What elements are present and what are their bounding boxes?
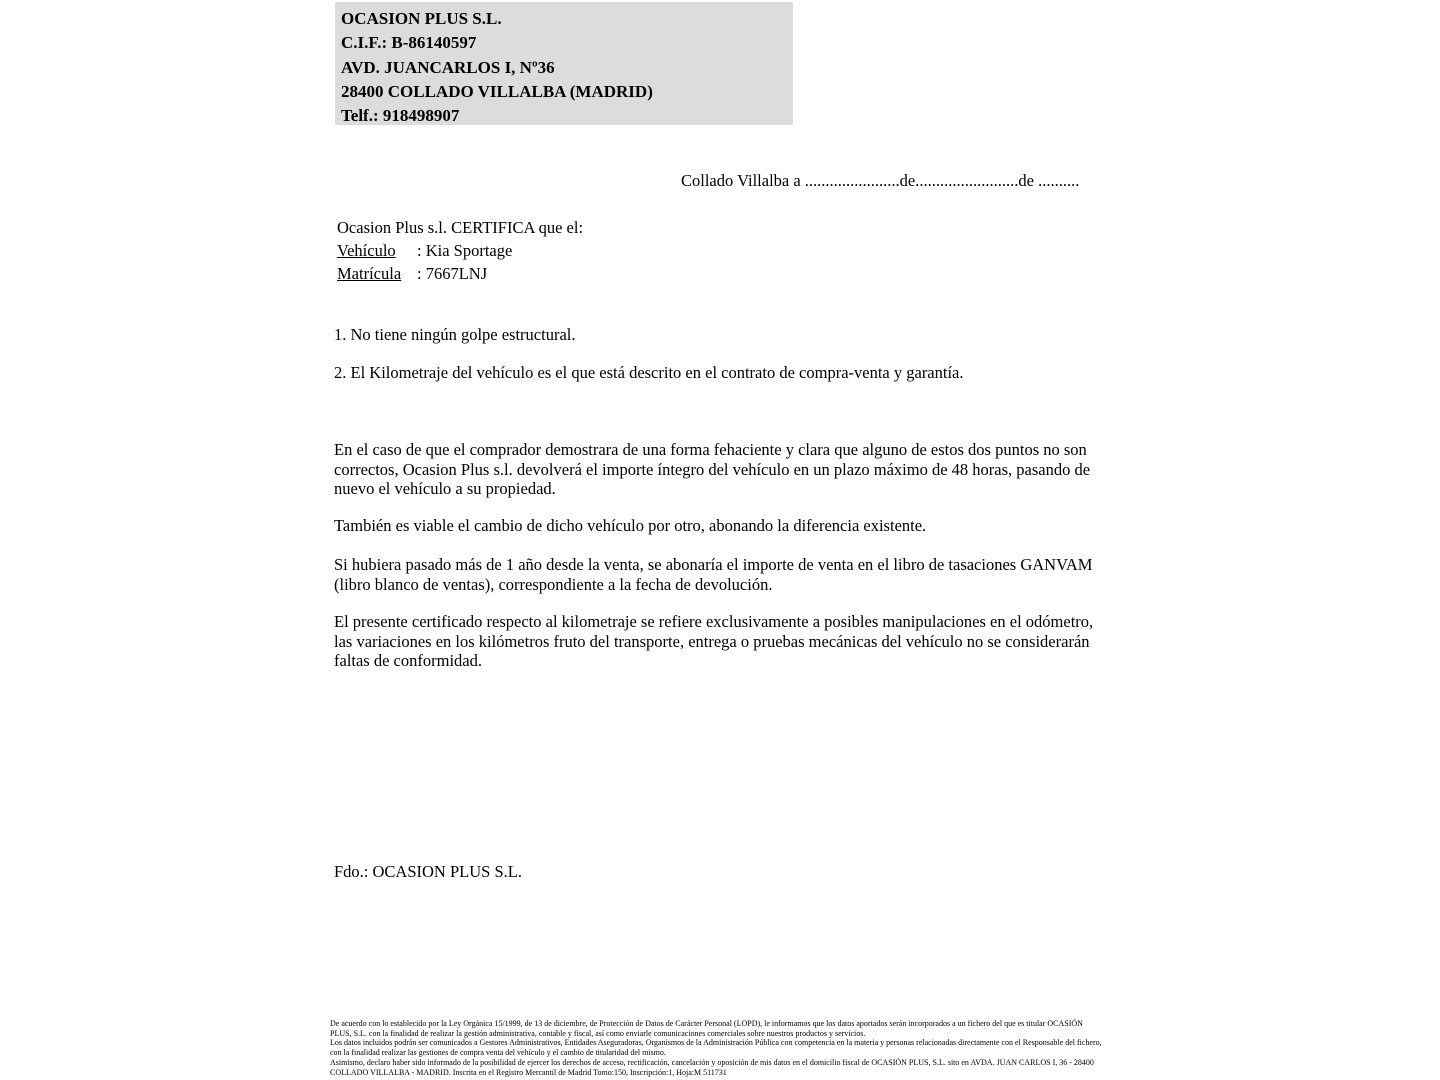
company-name: OCASION PLUS S.L. xyxy=(341,9,502,28)
fine-print-rights: Asimismo, declaro haber sido informado de la posibilidad de ejercer los derechos de acceso, rectificación, cancelación y oposición de mis datos en el domicilio fiscal de OCASIÓN PLUS, S.L. sito en AVDA. JUAN CARLOS I, 36 - 28400 COLLADO VILLALBA - MADRID. Inscrita en el Registro Mercantil de Madrid Tomo:150, Inscripción:1, Hoja:M 511731 xyxy=(330,1057,1094,1077)
plate-label: Matrícula xyxy=(337,264,402,283)
vehicle-label: Vehículo xyxy=(337,241,396,260)
plate-field xyxy=(337,262,583,285)
certify-intro: Ocasion Plus s.l. CERTIFICA que el: xyxy=(337,218,584,237)
vehicle-field xyxy=(337,239,583,262)
company-header-box xyxy=(335,2,793,125)
paragraph-ganvam: Si hubiera pasado más de 1 año desde la venta, se abonaría el importe de venta en el libro de tasaciones GANVAM (libro blanco de ventas), correspondiente a la fecha de devolución. xyxy=(334,555,1093,594)
plate-value: : 7667LNJ xyxy=(417,264,488,283)
signature-line: Fdo.: OCASION PLUS S.L. xyxy=(334,862,522,881)
paragraph-refund: En el caso de que el comprador demostrara de una forma fehaciente y clara que alguno de estos dos puntos no son correctos, Ocasion Plus s.l. devolverá el importe íntegro del vehículo en un plazo máximo de 48 horas, pasando de nuevo el vehículo a su propiedad. xyxy=(334,440,1091,499)
paragraph-odometer: El presente certificado respecto al kilometraje se refiere exclusivamente a posibles manipulaciones en el odómetro, las variaciones en los kilómetros fruto del transporte, entrega o pruebas mecánicas del vehículo no se considerarán faltas de conformidad. xyxy=(334,612,1094,671)
fine-print-lopd: De acuerdo con lo establecido por la Ley Orgánica 15/1999, de 13 de diciembre, de Protección de Datos de Carácter Personal (LOPD), le informamos que los datos aportados serán incorporados a un fichero del que es titular OCASIÓN PLUS, S.L. con la finalidad de realizar la gestión administrativa, contable y fiscal, así como enviarle comunicaciones comerciales sobre nuestros productos y servicios. xyxy=(330,1019,1083,1038)
vehicle-value: : Kia Sportage xyxy=(417,241,513,260)
fine-print-data-sharing: Los datos incluidos podrán ser comunicados a Gestores Administrativos, Entidades Aseguradoras, Organismos de la Administración Pública con competencia en la materia y personas relacionadas directamente con el Responsable del fichero, con la finalidad realizar las gestiones de compra venta del vehículo y el cambio de titularidad del mismo. xyxy=(330,1038,1102,1058)
paragraph-exchange: También es viable el cambio de dicho vehículo por otro, abonando la diferencia existente. xyxy=(334,516,927,535)
company-cif: C.I.F.: B-86140597 xyxy=(341,33,477,53)
company-address: AVD. JUANCARLOS I, Nº36 xyxy=(341,57,555,77)
date-line: Collado Villalba a .......................de.........................de .......... xyxy=(681,171,1080,190)
point-structural: 1. No tiene ningún golpe estructural. xyxy=(334,325,576,344)
company-city: 28400 COLLADO VILLALBA (MADRID) xyxy=(341,81,653,101)
company-phone: Telf.: 918498907 xyxy=(341,106,460,126)
certification-block xyxy=(337,216,583,285)
point-mileage: 2. El Kilometraje del vehículo es el que está descrito en el contrato de compra-venta y garantía. xyxy=(334,363,964,382)
legal-fine-print xyxy=(330,1019,1106,1077)
